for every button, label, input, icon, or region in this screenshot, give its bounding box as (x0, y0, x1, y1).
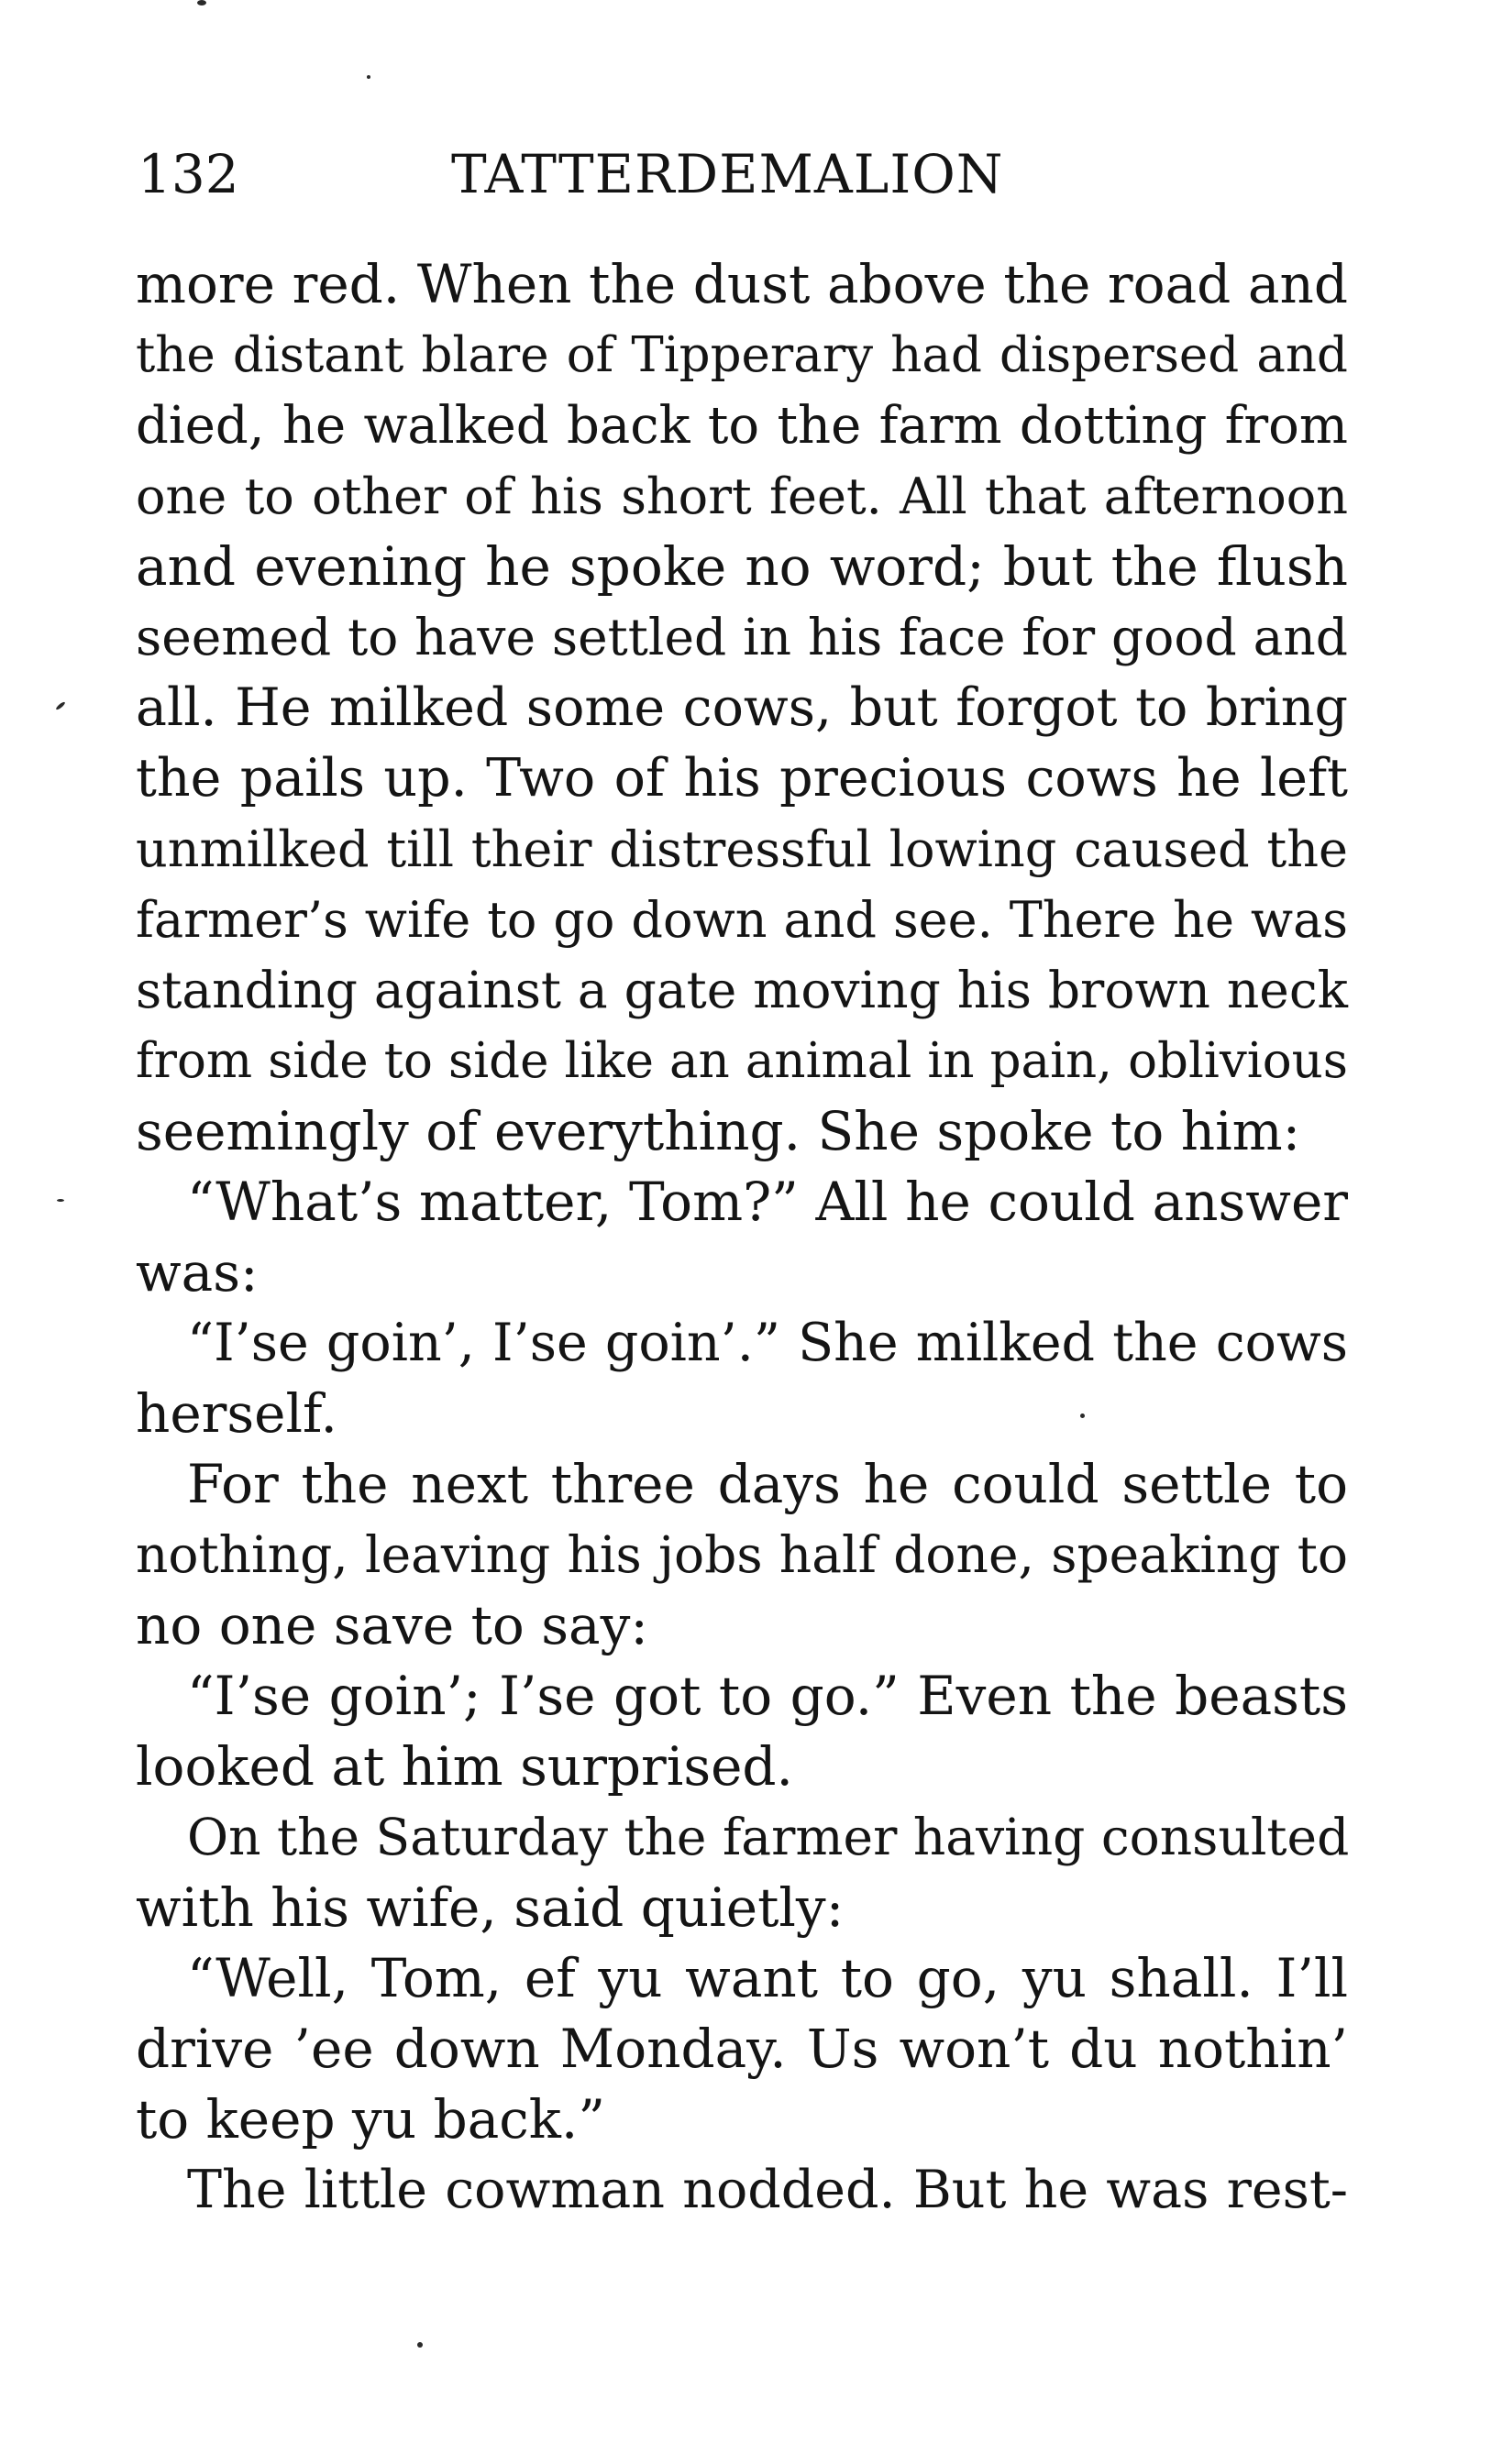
text-line: “I’se goin’, I’se goin’.” She milked the cows (187, 1313, 1348, 1373)
text-line: For the next three days he could settle to (187, 1453, 1348, 1515)
text-line: herself. (136, 1382, 337, 1445)
text-line: all. He milked some cows, but forgot to bring (136, 677, 1348, 738)
text-line: looked at him surprised. (136, 1735, 793, 1798)
body-text (136, 249, 1348, 2226)
text-line: the distant blare of Tipperary had dispersed and (136, 327, 1348, 383)
text-line: was: (136, 1241, 259, 1304)
text-line: no one save to say: (136, 1594, 648, 1656)
text-line: to keep yu back.” (136, 2088, 606, 2150)
text-line: and evening he spoke no word; but the flush (136, 535, 1348, 598)
text-line: with his wife, said quietly: (136, 1876, 845, 1939)
page-number: 132 (138, 143, 239, 205)
text-line: unmilked till their distressful lowing caused the (136, 820, 1348, 878)
scan-mark (1080, 1414, 1085, 1418)
text-line: seemed to have settled in his face for good and (136, 608, 1348, 666)
text-line: “I’se goin’; I’se got to go.” Even the beasts (187, 1665, 1348, 1727)
text-line: nothing, leaving his jobs half done, speaking to (136, 1525, 1348, 1584)
text-line: standing against a gate moving his brown neck (136, 961, 1348, 1019)
text-line: the pails up. Two of his precious cows he left (136, 748, 1348, 808)
text-line: farmer’s wife to go down and see. There he was (136, 891, 1348, 949)
text-line: “What’s matter, Tom?” All he could answer (187, 1171, 1348, 1233)
scan-mark (367, 75, 370, 79)
page-header (138, 138, 1348, 211)
text-line: On the Saturday the farmer having consulted (187, 1808, 1350, 1866)
text-line: from side to side like an animal in pain, oblivious (136, 1033, 1348, 1089)
text-line: died, he walked back to the farm dotting from (136, 396, 1348, 456)
text-line: one to other of his short feet. All that afternoon (136, 468, 1348, 525)
scan-mark (417, 2342, 423, 2348)
text-line: The little cowman nodded. But he was rest- (187, 2160, 1348, 2220)
text-line: more red. When the dust above the road and (136, 253, 1348, 315)
scan-mark (197, 0, 206, 6)
running-head: TATTERDEMALION (451, 143, 1004, 205)
text-line: drive ’ee down Monday. Us won’t du nothin’ (136, 2018, 1348, 2080)
text-line: seemingly of everything. She spoke to him: (136, 1100, 1301, 1162)
text-line: “Well, Tom, ef yu want to go, yu shall. I’ll (187, 1947, 1348, 2009)
scan-mark (57, 1199, 64, 1202)
scan-mark (55, 701, 66, 711)
